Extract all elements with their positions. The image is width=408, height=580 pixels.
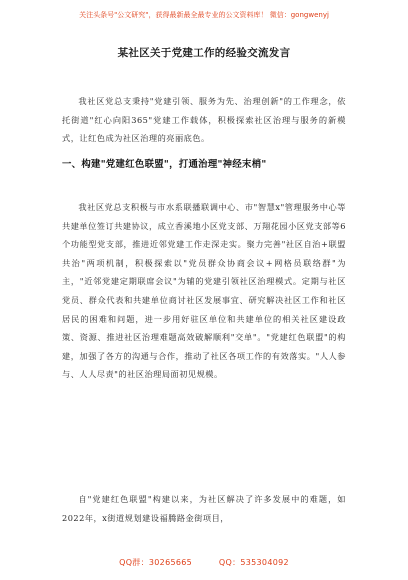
section-heading-1: 一、构建"党建红色联盟"，打通治理"神经末梢" (62, 159, 267, 170)
footer-qq-number: QQ：535304092 (218, 558, 289, 567)
document-title: 某社区关于党建工作的经验交流发言 (117, 47, 291, 59)
footer-contact (0, 552, 408, 574)
paragraph-section-1: 我社区党总支积极与市水系联播联调中心、市"智慧x"管理服务中心等共建单位签订共建协议，成立香溪地小区党支部、万翔花园小区党支部等6个功能型党支部，推进近邻党建工作走深走实。聚力完善"社区自治+联盟共治"两项机制，积极探索以"党员群众协商会议+网格员联络群"为主，"近邻党建定期联席会议"为辅的党建引领社区治理模式。定期与社区党员、群众代表和共建单位商讨社区发展事宜、研究解决社区工作和社区居民的困难和问题，进一步用好驻区单位和共建单位的相关社区建设政策、资源、推进社区治理难题高效破解顺利"交单"。"党建红色联盟"的构建，加强了各方的沟通与合作，推动了社区各项工作的有效落实。"人人参与、人人尽责"的社区治理局面初见规模。 (62, 202, 346, 380)
paragraph-intro: 我社区党总支秉持"党建引领、服务为先、治理创新"的工作理念，依托街道"红心向阳365"党建工作载体，积极探索社区治理与服务的新模式，让红色成为社区治理的亮丽底色。 (62, 96, 346, 144)
paragraph-continued: 自"党建红色联盟"构建以来，为社区解决了许多发展中的难题，如2022年，x街道规划建设福腾路金街项目， (62, 494, 346, 523)
footer-qq-group: QQ群：30265665 (119, 558, 193, 567)
top-banner: 关注头条号"公文研究"，获得最新最全最专业的公文资料库！ 微信：gongwenyj (79, 11, 329, 19)
